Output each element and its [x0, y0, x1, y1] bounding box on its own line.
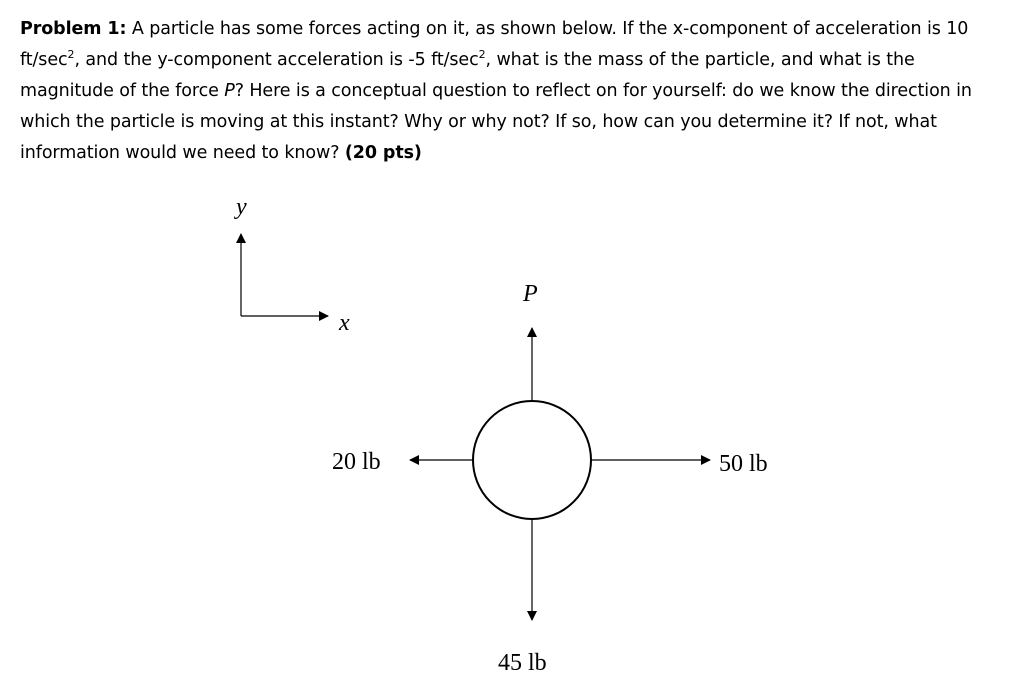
coordinate-axes: [234, 194, 350, 336]
force-vectors: [332, 281, 768, 676]
problem-text-1: A particle has some forces acting on it, as shown below. If the x-component of acceleration is 10 ft/sec: [20, 19, 969, 70]
x-axis-label: x: [339, 310, 350, 336]
force-p-label: P: [523, 281, 538, 307]
superscript-1: 2: [67, 48, 75, 61]
y-axis-label: y: [236, 194, 247, 220]
particle-circle: [473, 401, 591, 519]
force-20lb-label: 20 lb: [332, 449, 381, 475]
superscript-2: 2: [478, 48, 486, 61]
problem-text-3: , what is the mass of the particle, and what is the magnitude of the force: [20, 50, 915, 101]
force-symbol: P: [224, 81, 235, 101]
force-50lb-label: 50 lb: [719, 451, 768, 477]
problem-text-4: ? Here is a conceptual question to reflect on for yourself: do we know the direction in which the particle is moving at this instant? Why or why not? If so, how can you determine it? If not, what information would we need to know?: [20, 81, 972, 163]
points-label: (20 pts): [344, 143, 422, 163]
problem-label: Problem 1:: [20, 19, 127, 39]
problem-text-2: , and the y-component acceleration is -5 ft/sec: [74, 50, 479, 70]
force-45lb-label: 45 lb: [498, 650, 547, 676]
